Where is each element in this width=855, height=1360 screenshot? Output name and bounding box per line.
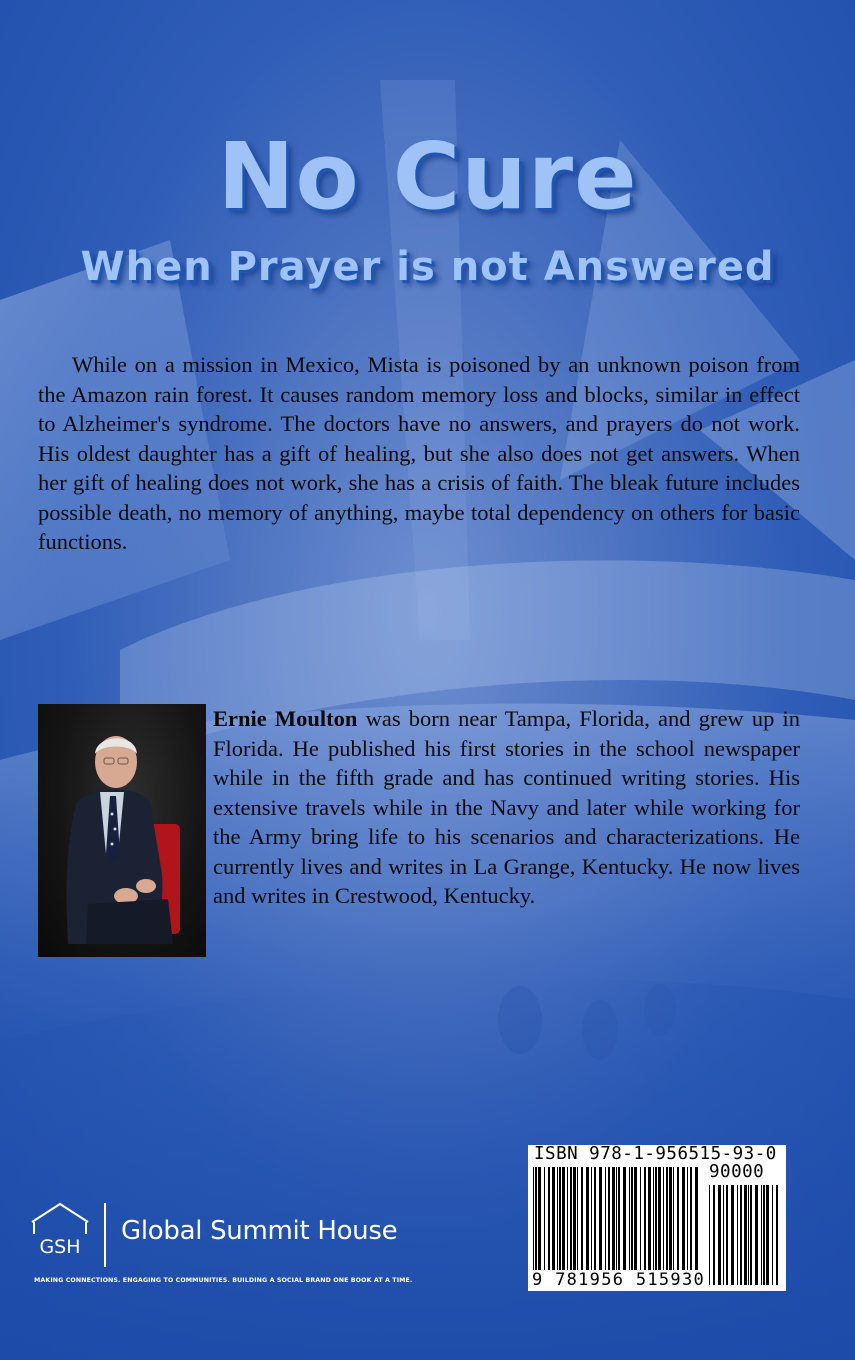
barcode-bar [640, 1167, 641, 1277]
barcode-bar [591, 1167, 592, 1277]
book-subtitle: When Prayer is not Answered [80, 244, 775, 290]
barcode-bar [763, 1185, 765, 1285]
barcode-bar [586, 1167, 589, 1277]
book-synopsis: While on a mission in Mexico, Mista is poisoned by an unknown poison from the Amazon rain forest. It causes random memory loss and blocks, similar in effect to Alzheimer's syndrome. The doctors have no answers, and prayers do not work. His oldest daughter has a gift of healing, but she also does not get answers. When her gift of healing does not work, she has a crisis of faith. The bleak future includes possible death, no memory of anything, maybe total dependency on others for basic functions. [38, 352, 800, 554]
price-code: 90000 [709, 1162, 765, 1182]
barcode-bar [653, 1167, 654, 1277]
author-bio [213, 704, 800, 911]
barcode-bar [605, 1167, 606, 1277]
barcode-bar [695, 1167, 698, 1277]
gsh-logo-icon [28, 1198, 92, 1268]
publisher-tagline: MAKING CONNECTIONS. ENGAGING TO COMMUNITIES. BUILDING A SOCIAL BRAND ONE BOOK AT A TIME. [34, 1277, 413, 1284]
barcode-bar [559, 1167, 561, 1277]
barcode-bar [677, 1167, 679, 1277]
barcode-bar [599, 1167, 602, 1277]
barcode-bar [562, 1167, 565, 1277]
barcode-bar [608, 1167, 610, 1277]
barcode-bar [570, 1167, 572, 1277]
barcode-bar [577, 1167, 578, 1277]
book-title: No Cure [217, 123, 638, 230]
barcode-bar [772, 1185, 773, 1285]
barcode-bar [616, 1167, 617, 1277]
barcode-bar [744, 1185, 747, 1285]
author-name: Ernie Moulton [213, 706, 358, 731]
barcode-bar [567, 1167, 568, 1277]
barcode-bar [535, 1167, 537, 1277]
barcode-bar [713, 1185, 715, 1285]
barcode-bar [687, 1167, 688, 1277]
barcode-bar [737, 1185, 738, 1285]
barcode-bar [573, 1167, 576, 1277]
barcode-bar [755, 1185, 758, 1285]
author-bio-text: was born near Tampa, Florida, and grew up in Florida. He published his first stories in the school newspaper while in the fifth grade and has continued writing stories. His extensive travels while in the Navy and later while working for the Army bring life to his scenarios and characterizations. He currently lives and writes in La Grange, Kentucky. He now lives and writes in Crestwood, Kentucky. [213, 706, 800, 908]
barcode-bar [663, 1167, 664, 1277]
barcode-bar [544, 1167, 545, 1277]
barcode-bar [655, 1167, 657, 1277]
barcode-bar [634, 1167, 637, 1277]
barcode-bar [581, 1167, 583, 1277]
author-photo [38, 704, 206, 957]
barcode-bar [740, 1185, 742, 1285]
barcode-bar [612, 1167, 615, 1277]
isbn-barcode [528, 1145, 786, 1291]
barcode-bar [726, 1185, 728, 1285]
barcode-bar [552, 1167, 555, 1277]
barcode-bar [750, 1185, 752, 1285]
barcode-bar [766, 1185, 769, 1285]
barcode-bar [761, 1185, 762, 1285]
ean13-bars [532, 1167, 702, 1277]
barcode-bar [666, 1167, 668, 1277]
author-portrait-image [38, 704, 206, 957]
isbn-label: ISBN 978-1-956515-93-0 [534, 1144, 777, 1164]
barcode-bar [658, 1167, 661, 1277]
publisher-name: Global Summit House [121, 1216, 398, 1246]
barcode-bar [648, 1167, 651, 1277]
barcode-bar [723, 1185, 724, 1285]
barcode-bar [682, 1167, 685, 1277]
logo-divider [104, 1203, 106, 1267]
barcode-bar [631, 1167, 633, 1277]
barcode-bar [673, 1167, 674, 1277]
barcode-bar [548, 1167, 550, 1277]
barcode-bar [557, 1167, 558, 1277]
barcode-bar [538, 1167, 541, 1277]
barcode-bar [690, 1167, 692, 1277]
barcode-bar [623, 1167, 626, 1277]
barcode-bar [731, 1185, 734, 1285]
barcode-bar [718, 1185, 721, 1285]
price-bars [708, 1185, 780, 1285]
barcode-bar [709, 1185, 710, 1285]
barcode-bar [776, 1185, 778, 1285]
barcode-bar [644, 1167, 646, 1277]
barcode-bar [594, 1167, 596, 1277]
ean-digits: 9 781956 515930 [532, 1270, 706, 1290]
barcode-bar [618, 1167, 620, 1277]
barcode-bar [533, 1167, 534, 1277]
gsh-logo-letters: GSH [39, 1236, 81, 1258]
barcode-bar [629, 1167, 630, 1277]
barcode-bar [748, 1185, 749, 1285]
barcode-bar [669, 1167, 672, 1277]
